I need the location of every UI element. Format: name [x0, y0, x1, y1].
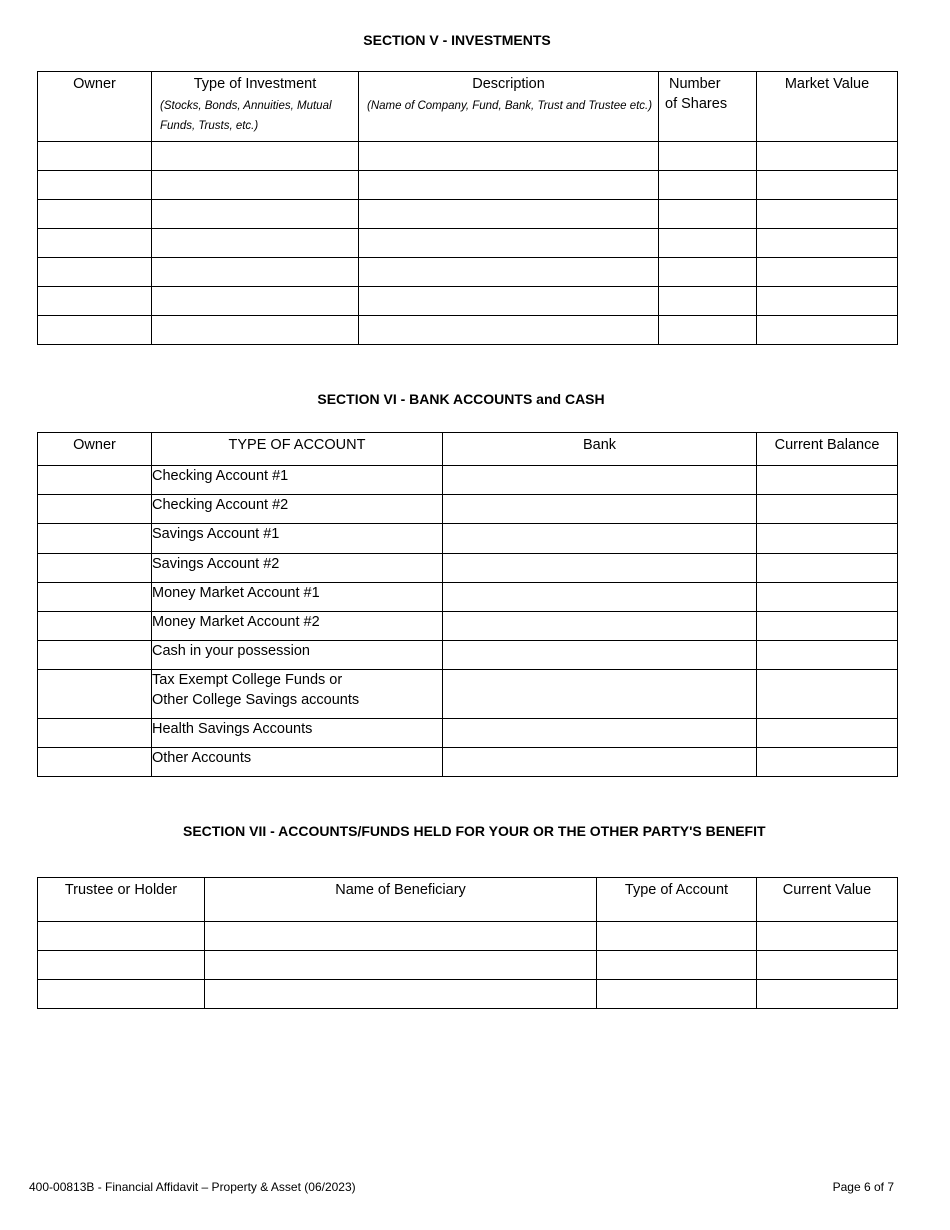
table-row — [38, 171, 898, 200]
account-type-cell[interactable] — [597, 922, 757, 951]
account-type-label: Health Savings Accounts — [152, 719, 443, 748]
owner-cell[interactable] — [38, 229, 152, 258]
owner-header: Owner — [38, 433, 152, 466]
account-type-label: Other Accounts — [152, 748, 443, 777]
owner-cell[interactable] — [38, 200, 152, 229]
page-number: Page 6 of 7 — [832, 1180, 894, 1194]
beneficiary-cell[interactable] — [205, 922, 597, 951]
beneficiary-cell[interactable] — [205, 951, 597, 980]
balance-cell[interactable] — [757, 466, 898, 495]
investment-type-cell[interactable] — [152, 142, 359, 171]
market-value-cell[interactable] — [757, 229, 898, 258]
bank-cell[interactable] — [443, 670, 757, 719]
name-of-beneficiary-header: Name of Beneficiary — [205, 878, 597, 922]
description-header: Description (Name of Company, Fund, Bank, Trust and Trustee etc.) — [359, 72, 659, 142]
table-row — [38, 524, 898, 554]
bank-cell[interactable] — [443, 748, 757, 777]
table-row — [38, 287, 898, 316]
trustee-cell[interactable] — [38, 951, 205, 980]
shares-cell[interactable] — [659, 200, 757, 229]
owner-cell[interactable] — [38, 554, 152, 583]
balance-cell[interactable] — [757, 524, 898, 554]
table-row — [38, 200, 898, 229]
balance-cell[interactable] — [757, 612, 898, 641]
section-v-title: SECTION V - INVESTMENTS — [363, 32, 551, 48]
balance-cell[interactable] — [757, 641, 898, 670]
investment-type-cell[interactable] — [152, 200, 359, 229]
current-value-cell[interactable] — [757, 951, 898, 980]
bank-cell[interactable] — [443, 495, 757, 524]
owner-header: Owner — [38, 72, 152, 142]
balance-cell[interactable] — [757, 554, 898, 583]
description-hint: (Name of Company, Fund, Bank, Trust and Trustee etc.) — [367, 100, 653, 112]
section-vii-title: SECTION VII - ACCOUNTS/FUNDS HELD FOR YOUR OR THE OTHER PARTY'S BENEFIT — [183, 823, 766, 839]
table-row — [38, 641, 898, 670]
account-type-label: Checking Account #1 — [152, 466, 443, 495]
table-row — [38, 748, 898, 777]
owner-cell[interactable] — [38, 287, 152, 316]
description-cell[interactable] — [359, 229, 659, 258]
table-row — [38, 554, 898, 583]
current-value-header: Current Value — [757, 878, 898, 922]
description-cell[interactable] — [359, 258, 659, 287]
account-type-label: Money Market Account #1 — [152, 583, 443, 612]
table-row — [38, 670, 898, 719]
description-cell[interactable] — [359, 171, 659, 200]
current-balance-header: Current Balance — [757, 433, 898, 466]
description-cell[interactable] — [359, 142, 659, 171]
account-type-label: Cash in your possession — [152, 641, 443, 670]
owner-cell[interactable] — [38, 316, 152, 345]
market-value-cell[interactable] — [757, 171, 898, 200]
bank-cell[interactable] — [443, 719, 757, 748]
investment-type-cell[interactable] — [152, 316, 359, 345]
table-row — [38, 466, 898, 495]
trustee-cell[interactable] — [38, 980, 205, 1009]
table-row — [38, 980, 898, 1009]
market-value-cell[interactable] — [757, 258, 898, 287]
investment-type-cell[interactable] — [152, 287, 359, 316]
account-type-label: Savings Account #1 — [152, 524, 443, 554]
type-of-investment-header: Type of Investment (Stocks, Bonds, Annuities, Mutual Funds, Trusts, etc.) — [152, 72, 359, 142]
bank-cell[interactable] — [443, 554, 757, 583]
current-value-cell[interactable] — [757, 980, 898, 1009]
account-type-label: Savings Account #2 — [152, 554, 443, 583]
type-of-investment-hint: (Stocks, Bonds, Annuities, Mutual Funds, Trusts, etc.) — [160, 100, 332, 132]
bank-header-row — [38, 433, 898, 466]
shares-cell[interactable] — [659, 229, 757, 258]
description-cell[interactable] — [359, 316, 659, 345]
beneficiary-cell[interactable] — [205, 980, 597, 1009]
investment-type-cell[interactable] — [152, 229, 359, 258]
account-type-label: Money Market Account #2 — [152, 612, 443, 641]
owner-cell[interactable] — [38, 524, 152, 554]
trustee-or-holder-header: Trustee or Holder — [38, 878, 205, 922]
table-row — [38, 316, 898, 345]
account-type-label: Checking Account #2 — [152, 495, 443, 524]
owner-cell[interactable] — [38, 466, 152, 495]
market-value-cell[interactable] — [757, 142, 898, 171]
bank-accounts-table — [37, 432, 898, 777]
table-row — [38, 495, 898, 524]
market-value-header: Market Value — [757, 72, 898, 142]
bank-cell[interactable] — [443, 612, 757, 641]
balance-cell[interactable] — [757, 670, 898, 719]
accounts-held-table — [37, 877, 898, 1009]
bank-cell[interactable] — [443, 641, 757, 670]
owner-cell[interactable] — [38, 670, 152, 719]
owner-cell[interactable] — [38, 641, 152, 670]
number-of-shares-header: Number of Shares — [659, 72, 757, 142]
table-row — [38, 258, 898, 287]
type-of-account-header: Type of Account — [597, 878, 757, 922]
account-type-label: Tax Exempt College Funds or Other College Savings accounts — [152, 670, 443, 719]
description-cell[interactable] — [359, 287, 659, 316]
balance-cell[interactable] — [757, 583, 898, 612]
bank-cell[interactable] — [443, 466, 757, 495]
investment-type-cell[interactable] — [152, 171, 359, 200]
table-row — [38, 583, 898, 612]
table-row — [38, 719, 898, 748]
owner-cell[interactable] — [38, 748, 152, 777]
owner-cell[interactable] — [38, 171, 152, 200]
table-row — [38, 142, 898, 171]
account-type-cell[interactable] — [597, 980, 757, 1009]
table-row — [38, 951, 898, 980]
owner-cell[interactable] — [38, 258, 152, 287]
form-number-footer: 400-00813B - Financial Affidavit – Property & Asset (06/2023) — [29, 1180, 356, 1194]
accounts-held-header-row — [38, 878, 898, 922]
owner-cell[interactable] — [38, 583, 152, 612]
shares-cell[interactable] — [659, 142, 757, 171]
market-value-cell[interactable] — [757, 287, 898, 316]
owner-cell[interactable] — [38, 719, 152, 748]
market-value-cell[interactable] — [757, 316, 898, 345]
investments-header-row — [38, 72, 898, 142]
bank-cell[interactable] — [443, 524, 757, 554]
type-of-account-header: TYPE OF ACCOUNT — [152, 433, 443, 466]
owner-cell[interactable] — [38, 495, 152, 524]
table-row — [38, 229, 898, 258]
owner-cell[interactable] — [38, 142, 152, 171]
description-cell[interactable] — [359, 200, 659, 229]
account-type-cell[interactable] — [597, 951, 757, 980]
bank-header: Bank — [443, 433, 757, 466]
market-value-cell[interactable] — [757, 200, 898, 229]
trustee-cell[interactable] — [38, 922, 205, 951]
shares-cell[interactable] — [659, 258, 757, 287]
shares-cell[interactable] — [659, 287, 757, 316]
owner-cell[interactable] — [38, 612, 152, 641]
table-row — [38, 612, 898, 641]
section-vi-title: SECTION VI - BANK ACCOUNTS and CASH — [317, 391, 605, 407]
shares-cell[interactable] — [659, 316, 757, 345]
current-value-cell[interactable] — [757, 922, 898, 951]
investment-type-cell[interactable] — [152, 258, 359, 287]
bank-cell[interactable] — [443, 583, 757, 612]
balance-cell[interactable] — [757, 495, 898, 524]
balance-cell[interactable] — [757, 748, 898, 777]
investments-table — [37, 71, 898, 345]
balance-cell[interactable] — [757, 719, 898, 748]
shares-cell[interactable] — [659, 171, 757, 200]
table-row — [38, 922, 898, 951]
